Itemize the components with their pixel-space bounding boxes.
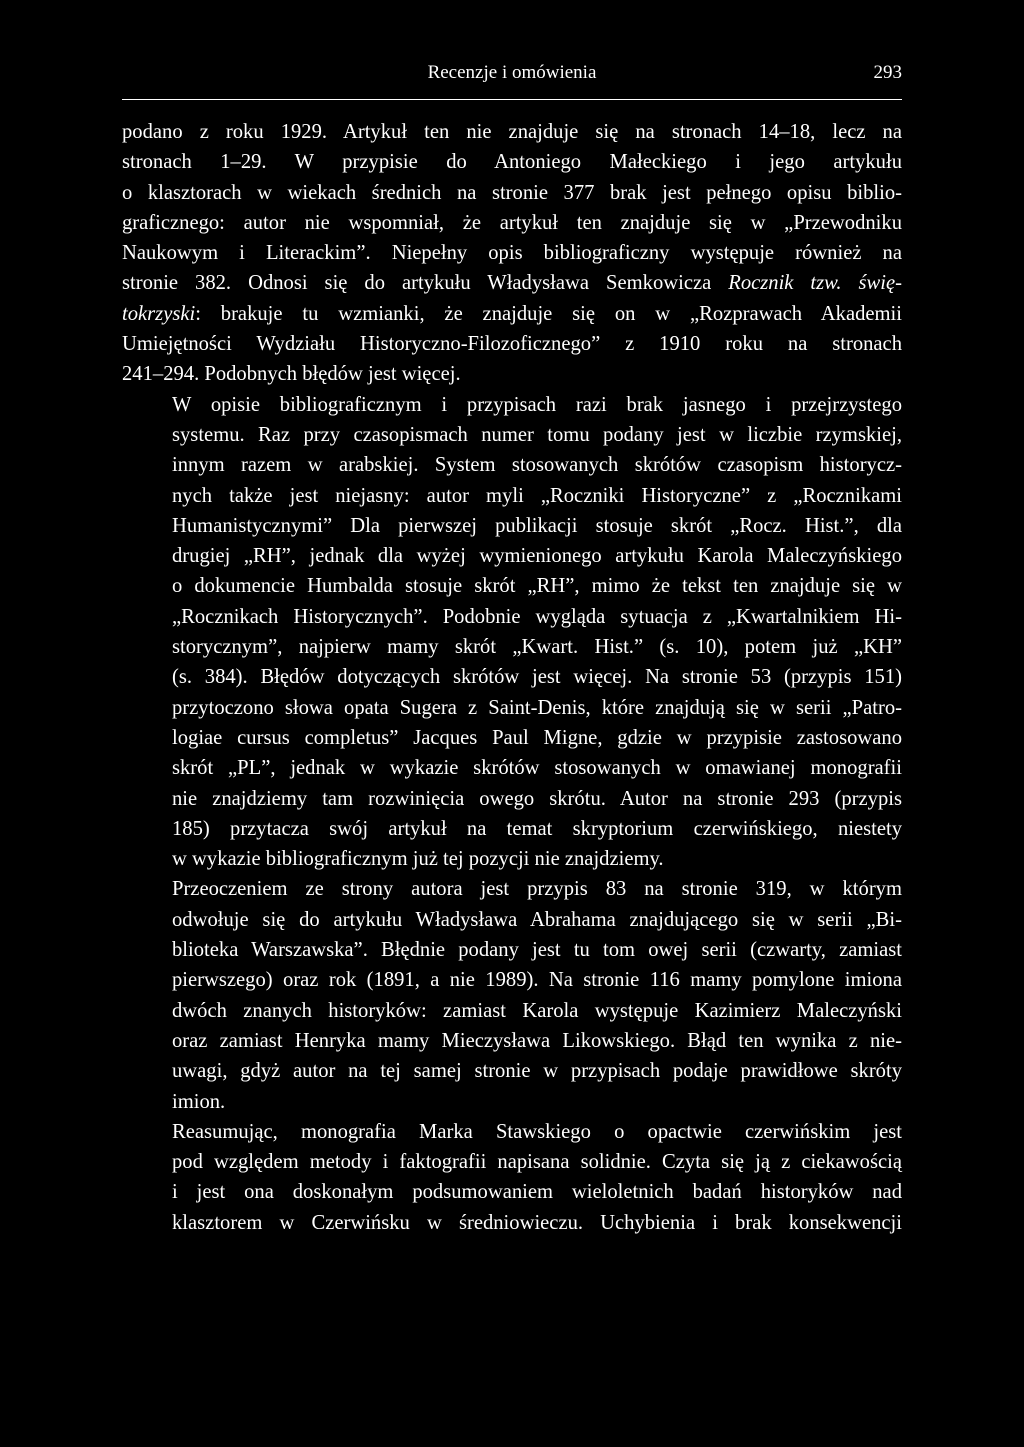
text-line: i jest ona doskonałym podsumowaniem wieloletnich badań historyków nad bbox=[172, 1181, 902, 1204]
text-line: imion. bbox=[172, 1090, 226, 1113]
text-line: przytoczono słowa opata Sugera z Saint-Denis, które znajdują się w serii „Patro- bbox=[172, 696, 902, 719]
text-line: „Rocznikach Historycznych”. Podobnie wygląda sytuacja z „Kwartalnikiem Hi- bbox=[172, 605, 902, 628]
text-line: blioteka Warszawska”. Błędnie podany jest tu tom owej serii (czwarty, zamiast bbox=[172, 939, 902, 962]
text-line: pierwszego) oraz rok (1891, a nie 1989). Na stronie 116 mamy pomylone imiona bbox=[172, 969, 902, 992]
paragraph-3 bbox=[122, 874, 902, 1116]
text-line: pod względem metody i faktografii napisana solidnie. Czyta się ją z ciekawością bbox=[172, 1151, 902, 1174]
text-line bbox=[122, 268, 902, 298]
text-line: Reasumując, monografia Marka Stawskiego o opactwie czerwińskim jest bbox=[172, 1120, 902, 1143]
paragraph-1 bbox=[122, 117, 902, 390]
text-line: Naukowym i Literackim”. Niepełny opis bibliograficzny występuje również na bbox=[122, 242, 902, 265]
text-line: Humanistycznymi” Dla pierwszej publikacji stosuje skrót „Rocz. Hist.”, dla bbox=[172, 514, 902, 537]
header-rule bbox=[122, 99, 902, 100]
text-line: w wykazie bibliograficznym już tej pozycji nie znajdziemy. bbox=[172, 848, 664, 871]
text-line: podano z roku 1929. Artykuł ten nie znajduje się na stronach 14–18, lecz na bbox=[122, 121, 902, 143]
text-line: skrót „PL”, jednak w wykazie skrótów stosowanych w omawianej monografii bbox=[172, 757, 902, 780]
text-line: stronach 1–29. W przypisie do Antoniego Małeckiego i jego artykułu bbox=[122, 151, 902, 174]
text-line: (s. 384). Błędów dotyczących skrótów jest więcej. Na stronie 53 (przypis 151) bbox=[172, 666, 902, 689]
text-line: oraz zamiast Henryka mamy Mieczysława Likowskiego. Błąd ten wynika z nie- bbox=[172, 1029, 902, 1052]
text-line: dwóch znanych historyków: zamiast Karola występuje Kazimierz Maleczyński bbox=[172, 999, 902, 1022]
paragraph-2 bbox=[122, 390, 902, 875]
text-line: logiae cursus completus” Jacques Paul Migne, gdzie w przypisie zastosowano bbox=[172, 726, 902, 749]
text-run: stronie 382. Odnosi się do artykułu Władysława Semkowicza bbox=[122, 272, 729, 295]
text-line: innym razem w arabskiej. System stosowanych skrótów czasopism historycz- bbox=[172, 454, 902, 477]
text-line: systemu. Raz przy czasopismach numer tomu podany jest w liczbie rzymskiej, bbox=[172, 423, 902, 446]
text-line: nie znajdziemy tam rozwinięcia owego skrótu. Autor na stronie 293 (przypis bbox=[172, 787, 902, 810]
running-header bbox=[122, 62, 902, 90]
text-line: storycznym”, najpierw mamy skrót „Kwart. Hist.” (s. 10), potem już „KH” bbox=[172, 636, 902, 659]
text-line: Umiejętności Wydziału Historyczno-Filozoficznego” z 1910 roku na stronach bbox=[122, 333, 902, 356]
text-line: nych także jest niejasny: autor myli „Roczniki Historyczne” z „Rocznikami bbox=[172, 484, 902, 507]
text-line: odwołuje się do artykułu Władysława Abrahama znajdującego się w serii „Bi- bbox=[172, 908, 902, 931]
text-line: o dokumencie Humbalda stosuje skrót „RH”, mimo że tekst ten znajduje się w bbox=[172, 575, 902, 598]
text-line: klasztorem w Czerwińsku w średniowieczu. Uchybienia i brak konsekwencji bbox=[172, 1211, 902, 1234]
italic-title: tokrzyski bbox=[122, 302, 196, 325]
text-line bbox=[122, 299, 902, 329]
body-text bbox=[122, 117, 902, 1238]
text-line: 241–294. Podobnych błędów jest więcej. bbox=[122, 363, 461, 386]
text-line: W opisie bibliograficznym i przypisach razi brak jasnego i przejrzystego bbox=[172, 393, 902, 416]
text-run: : brakuje tu wzmianki, że znajduje się on w „Rozprawach Akademii bbox=[195, 302, 902, 325]
page-number: 293 bbox=[873, 62, 902, 83]
running-title: Recenzje i omówienia bbox=[427, 62, 597, 83]
text-line: uwagi, gdyż autor na tej samej stronie w przypisach podaje prawidłowe skróty bbox=[172, 1060, 902, 1083]
text-line: drugiej „RH”, jednak dla wyżej wymienionego artykułu Karola Maleczyńskiego bbox=[172, 545, 902, 568]
text-line: Przeoczeniem ze strony autora jest przypis 83 na stronie 319, w którym bbox=[172, 878, 902, 901]
paragraph-4 bbox=[122, 1117, 902, 1238]
text-line: graficznego: autor nie wspomniał, że artykuł ten znajduje się w „Przewodniku bbox=[122, 211, 902, 234]
italic-title: Rocznik tzw. świę- bbox=[728, 272, 902, 295]
text-line: o klasztorach w wiekach średnich na stronie 377 brak jest pełnego opisu biblio- bbox=[122, 181, 902, 204]
text-line: 185) przytacza swój artykuł na temat skryptorium czerwińskiego, niestety bbox=[172, 817, 902, 840]
